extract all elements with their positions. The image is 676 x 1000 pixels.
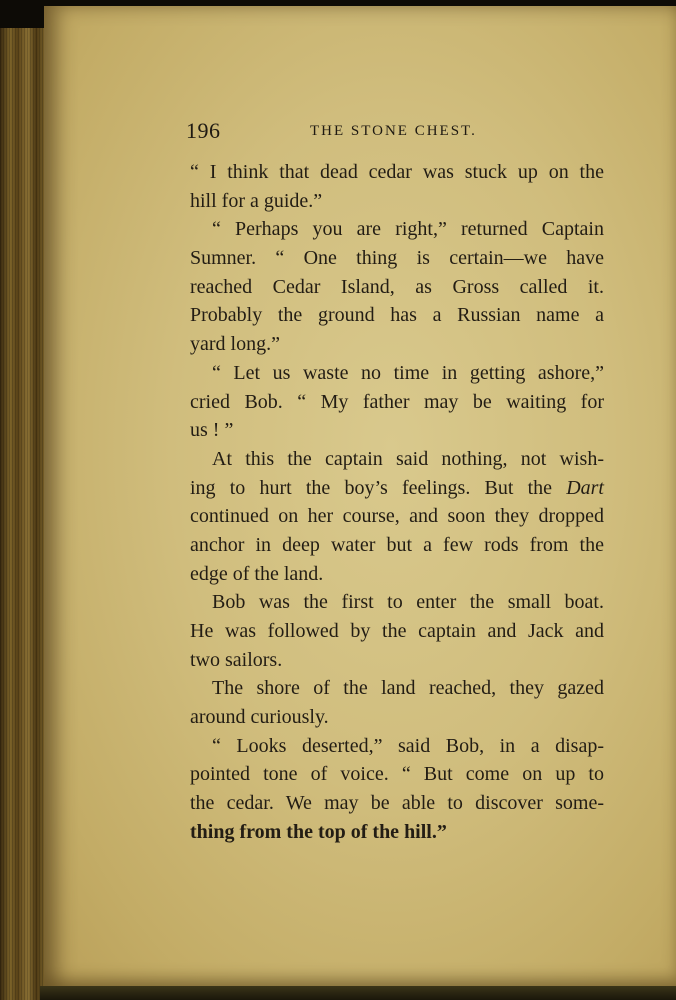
text-line [190,474,604,503]
text-line: yard long.” [190,333,280,356]
text-line: around curiously. [190,706,329,729]
text-line: The shore of the land reached, they gazed [212,677,604,700]
text-line: cried Bob. “ My father may be waiting for [190,390,604,413]
text-line: continued on her course, and soon they dropped [190,505,604,528]
text-line: “ Looks deserted,” said Bob, in a disap- [212,734,604,757]
text-line: He was followed by the captain and Jack and [190,620,604,642]
text-line: At this the captain said nothing, not wish- [212,447,604,470]
page-bottom-edge [40,986,676,1000]
text-line: reached Cedar Island, as Gross called it. [190,275,604,298]
text-line: Sumner. “ One thing is certain—we have [190,247,604,270]
page-number: 196 [186,118,221,143]
text-line-part: ing to hurt the boy’s feelings. But the [190,476,553,499]
text-line: the cedar. We may be able to discover some- [190,792,604,815]
text-line: “ I think that dead cedar was stuck up on the [190,161,604,183]
text-line: “ Perhaps you are right,” returned Captain [212,218,604,241]
text-line: us ! ” [190,419,234,442]
text-line: anchor in deep water but a few rods from the [190,533,604,556]
text-line: two sailors. [190,648,283,671]
page-header [186,118,606,144]
text-line: Bob was the first to enter the small boat. [212,591,604,614]
text-line: pointed tone of voice. “ But come on up to [190,763,604,786]
italic-word: Dart [566,476,604,499]
text-line: hill for a guide.” [190,189,323,212]
text-line: “ Let us waste no time in getting ashore,” [212,361,604,384]
text-line: Probably the ground has a Russian name a [190,304,604,327]
text-line: edge of the land. [190,562,324,585]
body-text [190,158,604,847]
text-line: thing from the top of the hill.” [190,820,447,843]
running-head: THE STONE CHEST. [310,123,477,139]
